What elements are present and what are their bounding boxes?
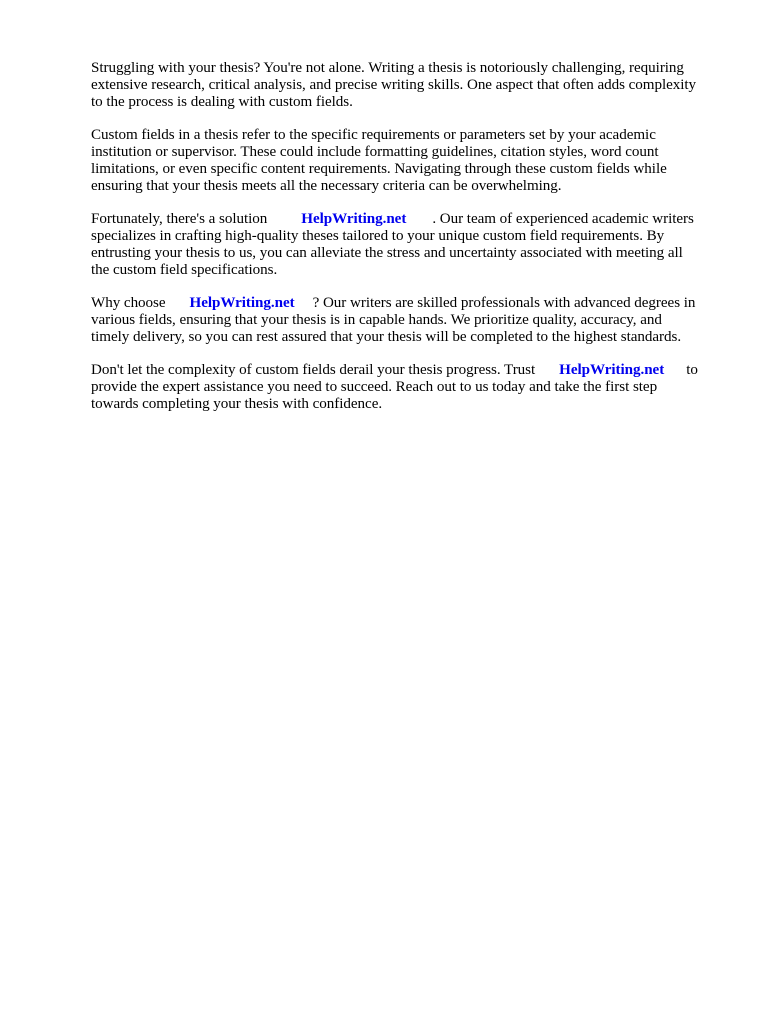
paragraph-closing — [91, 362, 731, 413]
p4-line-3: timely delivery, so you can rest assured that your thesis will be completed to the highest standards. — [91, 329, 682, 345]
helpwriting-link[interactable]: HelpWriting.net — [301, 211, 407, 227]
p5-line-2: provide the expert assistance you need to succeed. Reach out to us today and take the first step — [91, 379, 658, 395]
helpwriting-link[interactable]: HelpWriting.net — [189, 295, 295, 311]
p3-line-3: entrusting your thesis to us, you can alleviate the stress and uncertainty associated with meeting all — [91, 245, 683, 261]
p3-line-1-start: Fortunately, there's a solution — [91, 211, 268, 227]
p3-line-1-end: . Our team of experienced academic writers — [432, 211, 694, 227]
paragraph-solution — [91, 211, 731, 279]
p1-line-3: to the process is dealing with custom fields. — [91, 94, 353, 110]
helpwriting-link[interactable]: HelpWriting.net — [559, 362, 665, 378]
p5-line-3: towards completing your thesis with confidence. — [91, 396, 383, 412]
p3-line-2: specializes in crafting high-quality theses tailored to your unique custom field requirements. By — [91, 228, 665, 244]
p4-line-1-end: ? Our writers are skilled professionals with advanced degrees in — [312, 295, 696, 311]
p2-line-3: limitations, or even specific content requirements. Navigating through these custom fields while — [91, 161, 667, 177]
p1-line-1: Struggling with your thesis? You're not alone. Writing a thesis is notoriously challenging, requiring — [91, 60, 684, 76]
paragraph-intro — [91, 60, 731, 111]
paragraph-why-choose — [91, 295, 731, 346]
p5-line-1-end: to — [686, 362, 698, 378]
p5-line-1-start: Don't let the complexity of custom fields derail your thesis progress. Trust — [91, 362, 536, 378]
p4-line-1-start: Why choose — [91, 295, 166, 311]
p2-line-4: ensuring that your thesis meets all the necessary criteria can be overwhelming. — [91, 178, 562, 194]
paragraph-custom-fields — [91, 127, 731, 195]
p1-line-2: extensive research, critical analysis, and precise writing skills. One aspect that often adds complexity — [91, 77, 697, 93]
p4-line-2: various fields, ensuring that your thesis is in capable hands. We prioritize quality, accuracy, and — [91, 312, 662, 328]
document-body — [91, 60, 731, 429]
p2-line-1: Custom fields in a thesis refer to the specific requirements or parameters set by your academic — [91, 127, 656, 143]
p2-line-2: institution or supervisor. These could include formatting guidelines, citation styles, word count — [91, 144, 659, 160]
p3-line-4: the custom field specifications. — [91, 262, 278, 278]
